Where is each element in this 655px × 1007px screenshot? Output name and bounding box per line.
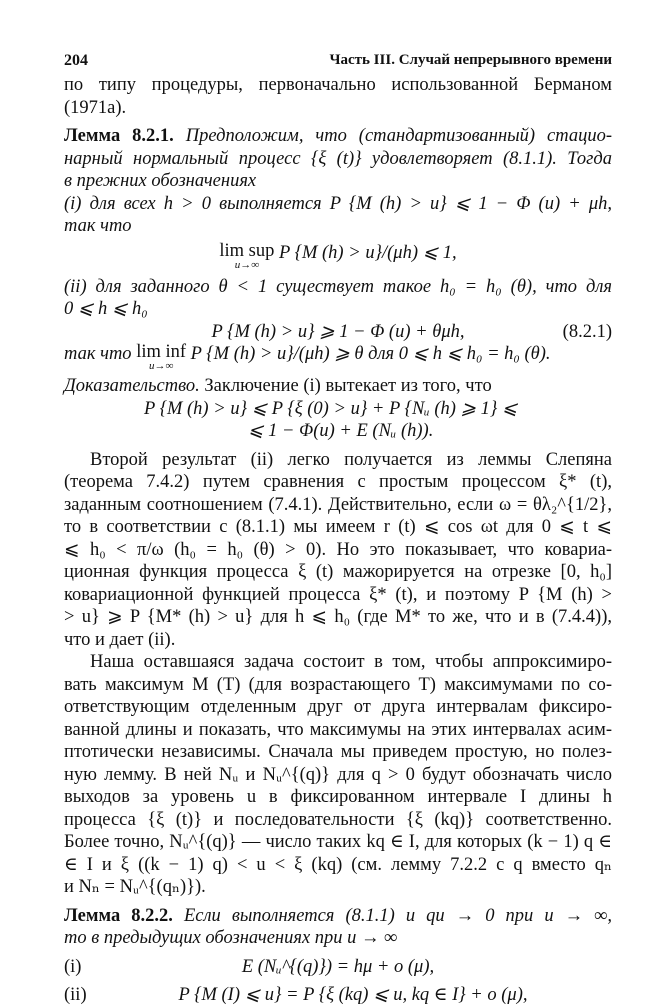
running-title: Часть III. Случай непрерывного времени <box>329 52 612 68</box>
equation-bound-line-2: ⩽ 1 − Φ(u) + E (Nᵤ (h)). <box>248 421 434 441</box>
equation-liminf-line: так что lim inf u→∞ P {M (h) > u}/(μh) ⩾ θ для 0 ⩽ h ⩽ h₀ = h₀ (θ). <box>64 342 551 372</box>
text-line: по типу процедуры, первоначально использованной Берманом <box>64 75 612 95</box>
lemma-text: Предположим, что (стандартизованный) стацио- <box>185 126 612 146</box>
text-line: ционная функция процесса ξ (t) мажорируется на отрезке [0, h₀] <box>64 562 612 582</box>
book-page <box>64 44 612 1007</box>
limit-subscript: u→∞ <box>234 258 260 271</box>
limsup-operator: lim sup u→∞ <box>219 240 275 271</box>
text-line: Наша оставшаяся задача состоит в том, чтобы аппроксимиро- <box>90 652 612 672</box>
text-line: заданным соотношением (7.4.1). Действительно, если ω = θλ₂^{1/2}, <box>64 494 612 515</box>
text-line: ответствующим отделенным друг от друга интервалам фиксиро- <box>64 697 612 717</box>
item-label: (i) <box>64 956 82 977</box>
lemma-item-i <box>64 956 612 979</box>
item-label: (ii) <box>64 985 87 1005</box>
text-line: нарный нормальный процесс {ξ (t)} удовлетворяет (8.1.1). Тогда <box>64 148 612 169</box>
text-line: (ii) для заданного θ < 1 существует такое h₀ = h₀ (θ), что для <box>64 276 612 297</box>
text-line: 0 ⩽ h ⩽ h₀ <box>64 299 148 319</box>
lemma-8-2-1-heading <box>64 125 612 148</box>
text-line: (i) для всех h > 0 выполняется P {M (h) > u} ⩽ 1 − Φ (u) + μh, <box>64 193 612 214</box>
text-line: птотически независимы. Сначала мы приведем простую, но полез- <box>64 742 612 762</box>
text-line: вать максимум M (T) (для возрастающего T) максимумами по со- <box>64 674 612 695</box>
text-line: (1971a). <box>64 97 127 118</box>
equation-body: P {M (h) > u} ⩾ 1 − Φ (u) + θμh, <box>211 321 465 342</box>
equation-bound-line-1: P {M (h) > u} ⩽ P {ξ (0) > u} + P {Nᵤ (h) ⩾ 1} ⩽ <box>144 398 518 419</box>
text-line: что и дает (ii). <box>64 629 176 650</box>
text-line: (теорема 7.4.2) путем сравнения с простым процессом ξ* (t), <box>64 472 612 492</box>
proof-line: Доказательство. Заключение (i) вытекает из того, что <box>64 376 492 396</box>
text-line: ную лемму. В ней Nᵤ и Nᵤ^{(q)} для q > 0 будут обозначать число <box>64 764 612 785</box>
text-line: и Nₙ = Nᵤ^{(qₙ)}). <box>64 877 206 897</box>
text-line: > u} ⩾ P {M* (h) > u} для h ⩽ h₀ (где M* то же, что и в (7.4.4)), <box>64 607 612 627</box>
text-line: процесса {ξ (t)} и последовательности {ξ (kq)} соответственно. <box>64 809 612 830</box>
text-line: ванной длины и показать, что максимумы на этих интервалах асим- <box>64 719 612 740</box>
text-line: ∈ I и ξ ((k − 1) q) < u < ξ (kq) (см. лемму 7.2.2 с q вместо qₙ <box>64 854 612 875</box>
running-header <box>64 44 612 74</box>
text-line: выходов за уровень u в фиксированном интервале I длины h <box>64 787 612 807</box>
lemma-8-2-2-heading <box>64 905 612 928</box>
equation-8-2-1 <box>64 321 612 344</box>
equation-body: E (Nᵤ^{(q)}) = hμ + o (μ), <box>241 956 435 977</box>
lemma-text: Если выполняется (8.1.1) и qu → 0 при u → ∞, <box>183 905 613 926</box>
text-line: то в соответствии с (8.1.1) мы имеем r (t) ⩽ cos ωt для 0 ⩽ t ⩽ <box>64 517 612 537</box>
equation-body: P {M (h) > u}/(μh) ⩽ 1, <box>279 242 457 263</box>
text-line: ковариационной функцией процесса ξ* (t), и поэтому P {M (h) > <box>64 584 612 605</box>
text-line: Более точно, Nᵤ^{(q)} — число таких kq ∈ I, для которых (k − 1) q ∈ <box>64 832 612 852</box>
text-line: ⩽ h₀ < π/ω (h₀ = h₀ (θ) > 0). Но это показывает, что ковариа- <box>64 539 612 560</box>
lemma-item-ii <box>64 984 612 1007</box>
lemma-label: Лемма 8.2.1. <box>64 126 174 146</box>
limit-subscript: u→∞ <box>148 360 174 372</box>
lemma-label: Лемма 8.2.2. <box>64 905 173 926</box>
text-line: то в предыдущих обозначениях при u → ∞ <box>64 928 398 948</box>
text-line: Второй результат (ii) легко получается из леммы Слепяна <box>90 449 612 470</box>
equation-body: P {M (I) ⩽ u} = P {ξ (kq) ⩽ u, kq ∈ I} + o (μ), <box>178 985 528 1005</box>
text-line: в прежних обозначениях <box>64 171 257 191</box>
text-line: так что <box>64 216 132 236</box>
equation-limsup <box>64 238 612 276</box>
page-number: 204 <box>64 52 88 69</box>
liminf-operator: lim inf u→∞ <box>136 342 187 372</box>
proof-label: Доказательство. <box>64 376 200 396</box>
equation-number: (8.2.1) <box>562 321 612 342</box>
